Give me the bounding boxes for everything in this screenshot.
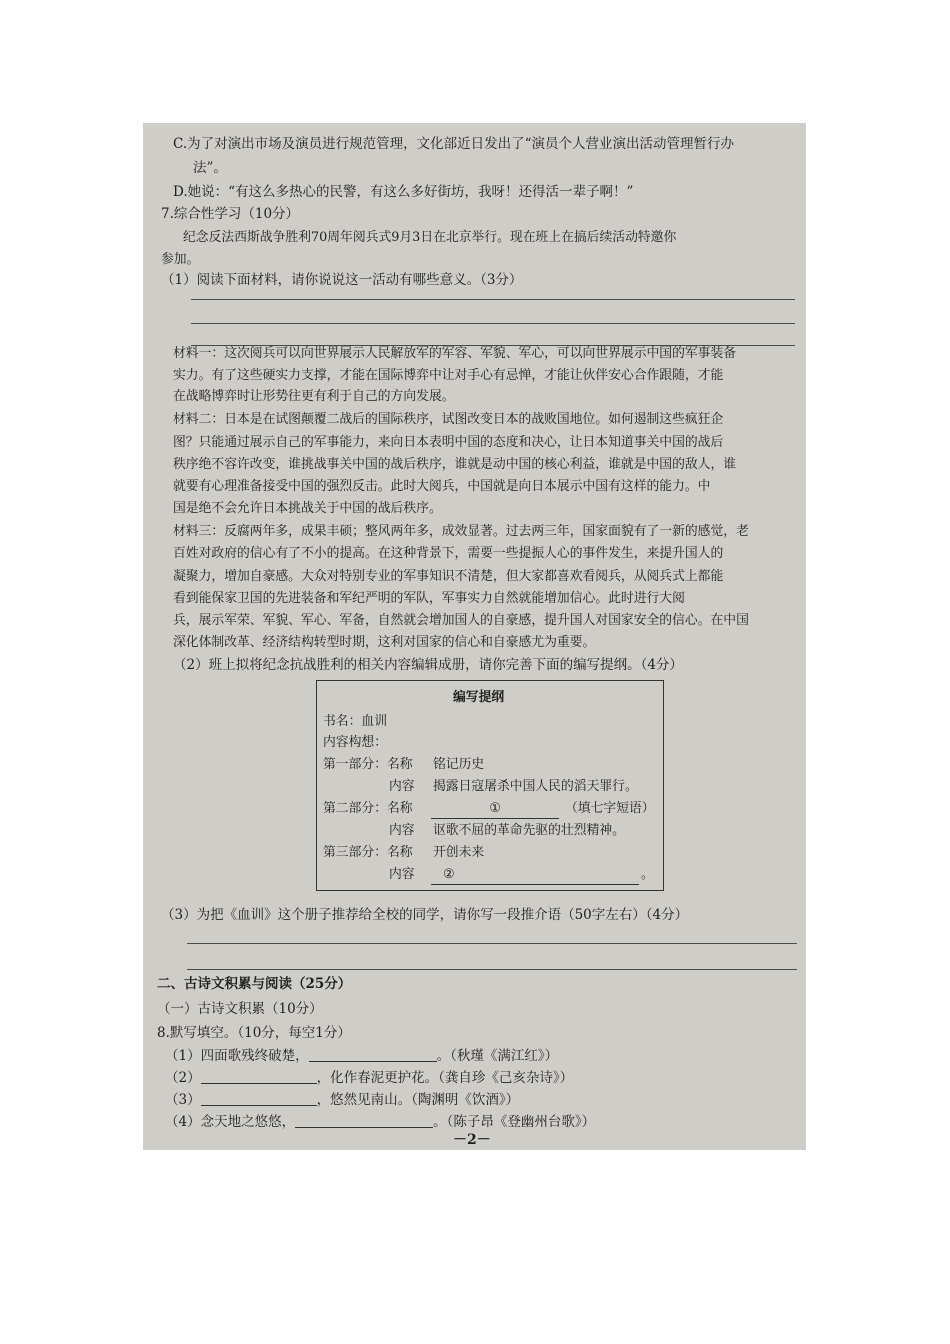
part-1-name: 铭记历史 [433, 757, 485, 772]
poem-3-source: ，悠然见南山。（陶渊明《饮酒》） [316, 1092, 520, 1108]
poem-fill-1 [165, 1047, 558, 1065]
poem-1-blank[interactable] [309, 1047, 437, 1062]
part-2-content: 讴歌不屈的革命先驱的壮烈精神。 [433, 823, 625, 838]
poem-3-number: （3） [165, 1092, 201, 1108]
poem-2-blank[interactable] [201, 1069, 317, 1084]
option-c-line1: C.为了对演出市场及演员进行规范管理，文化部近日发出了“演员个人营业演出活动管理暂行办 [173, 136, 735, 152]
part-3-name: 开创未来 [433, 845, 485, 860]
part-2-label: 第二部分：名称 [323, 801, 413, 816]
material-2-line3: 秩序绝不容许改变，谁挑战事关中国的战后秩序，谁就是动中国的核心利益，谁就是中国的敌人，谁 [173, 457, 737, 472]
part-3-label: 第三部分：名称 [323, 845, 413, 860]
writing-outline-box [316, 680, 664, 891]
outline-concept: 内容构想： [323, 735, 387, 750]
material-3-line1: 材料三：反腐两年多，成果丰硕；整风两年多，成效显著。过去两三年，国家面貌有了一新的感觉，老 [173, 524, 749, 539]
poem-2-source: ，化作春泥更护花。（龚自珍《己亥杂诗》） [316, 1070, 574, 1086]
question-7-intro-1: 纪念反法西斯战争胜利70周年阅兵式9月3日在北京举行。现在班上在搞后续活动特邀你 [183, 230, 677, 245]
question-7-3: （3）为把《血训》这个册子推荐给全校的同学，请你写一段推介语（50字左右）（4分） [161, 907, 689, 923]
material-1-line3: 在战略博弈时让形势往更有利于自己的方向发展。 [173, 389, 455, 404]
part-2-content-label: 内容 [389, 823, 415, 838]
page-number: －2－ [453, 1132, 491, 1148]
material-1-line2: 实力。有了这些硬实力支撑，才能在国际博弈中让对手心有忌惮，才能让伙伴安心合作跟随，才能 [173, 368, 724, 383]
poem-fill-4 [165, 1113, 595, 1131]
material-2-line1: 材料二：日本是在试图颠覆二战后的国际秩序，试图改变日本的战败国地位。如何遏制这些疯狂企 [173, 412, 724, 427]
poem-4-source: 。（陈子昂《登幽州台歌》） [433, 1114, 596, 1130]
material-2-line4: 就要有心理准备接受中国的强烈反击。此时大阅兵，中国就是向日本展示中国有这样的能力。中 [173, 479, 711, 494]
question-7-2: （2）班上拟将纪念抗战胜利的相关内容编辑成册，请你完善下面的编写提纲。（4分） [173, 657, 683, 673]
poem-3-blank[interactable] [201, 1091, 317, 1106]
poem-4-number: （4） [165, 1114, 201, 1130]
poem-fill-2 [165, 1069, 573, 1087]
poem-1-number: （1） [165, 1048, 201, 1064]
blank-1-marker: ① [431, 800, 559, 819]
part-1-content-label: 内容 [389, 779, 415, 794]
poem-4-blank[interactable] [295, 1113, 433, 1128]
poem-fill-3 [165, 1091, 519, 1109]
part-1-content: 揭露日寇屠杀中国人民的滔天罪行。 [433, 779, 638, 794]
question-8-title: 8.默写填空。（10分，每空1分） [157, 1025, 351, 1041]
outline-title: 编写提纲 [453, 690, 505, 705]
section-2-subtitle: （一）古诗文积累（10分） [157, 1001, 323, 1017]
answer-line[interactable] [187, 943, 797, 944]
question-7-1: （1）阅读下面材料，请你说说这一活动有哪些意义。（3分） [161, 272, 523, 288]
section-2-title: 二、古诗文积累与阅读（25分） [157, 976, 352, 992]
part-1-label: 第一部分：名称 [323, 757, 413, 772]
blank-2[interactable] [431, 866, 639, 885]
option-c-line2: 法”。 [193, 160, 227, 176]
exam-page [143, 123, 806, 1150]
blank-1[interactable] [431, 800, 559, 819]
poem-4-given: 念天地之悠悠， [200, 1114, 296, 1130]
material-2-line2: 图？只能通过展示自己的军事能力，来向日本表明中国的态度和决心，让日本知道事关中国的战后 [173, 435, 724, 450]
question-7-intro-2: 参加。 [161, 252, 200, 267]
blank-2-marker: ② [431, 866, 639, 885]
material-3-line5: 兵，展示军荣、军貌、军心、军备，自然就会增加国人的自豪感，提升国人对国家安全的信心。在中国 [173, 613, 749, 628]
answer-line[interactable] [191, 299, 795, 300]
part-3-content-label: 内容 [389, 867, 415, 882]
outline-book-name: 书名：血训 [323, 714, 387, 729]
poem-2-number: （2） [165, 1070, 201, 1086]
material-3-line2: 百姓对政府的信心有了不小的提高。在这种背景下，需要一些提振人心的事件发生，来提升国人的 [173, 546, 724, 561]
outline-end-mark: 。 [641, 867, 654, 882]
question-7-title: 7.综合性学习（10分） [161, 206, 300, 222]
material-3-line3: 凝聚力，增加自豪感。大众对特别专业的军事知识不清楚，但大家都喜欢看阅兵，从阅兵式上都能 [173, 569, 724, 584]
poem-1-source: 。（秋瑾《满江红》） [436, 1048, 559, 1064]
part-2-hint: （填七字短语） [565, 801, 655, 816]
material-2-line5: 国是绝不会允许日本挑战关于中国的战后秩序。 [173, 501, 442, 516]
material-1-line1: 材料一：这次阅兵可以向世界展示人民解放军的军容、军貌、军心，可以向世界展示中国的军事装备 [173, 346, 737, 361]
poem-1-given: 四面歌残终破楚， [200, 1048, 309, 1064]
answer-line[interactable] [187, 969, 797, 970]
answer-line[interactable] [191, 323, 795, 324]
option-d: D.她说：“有这么多热心的民警，有这么多好街坊，我呀！还得活一辈子啊！” [173, 184, 634, 200]
material-3-line4: 看到能保家卫国的先进装备和军纪严明的军队，军事实力自然就能增加信心。此时进行大阅 [173, 591, 685, 606]
material-3-line6: 深化体制改革、经济结构转型时期，这利对国家的信心和自豪感尤为重要。 [173, 635, 596, 650]
